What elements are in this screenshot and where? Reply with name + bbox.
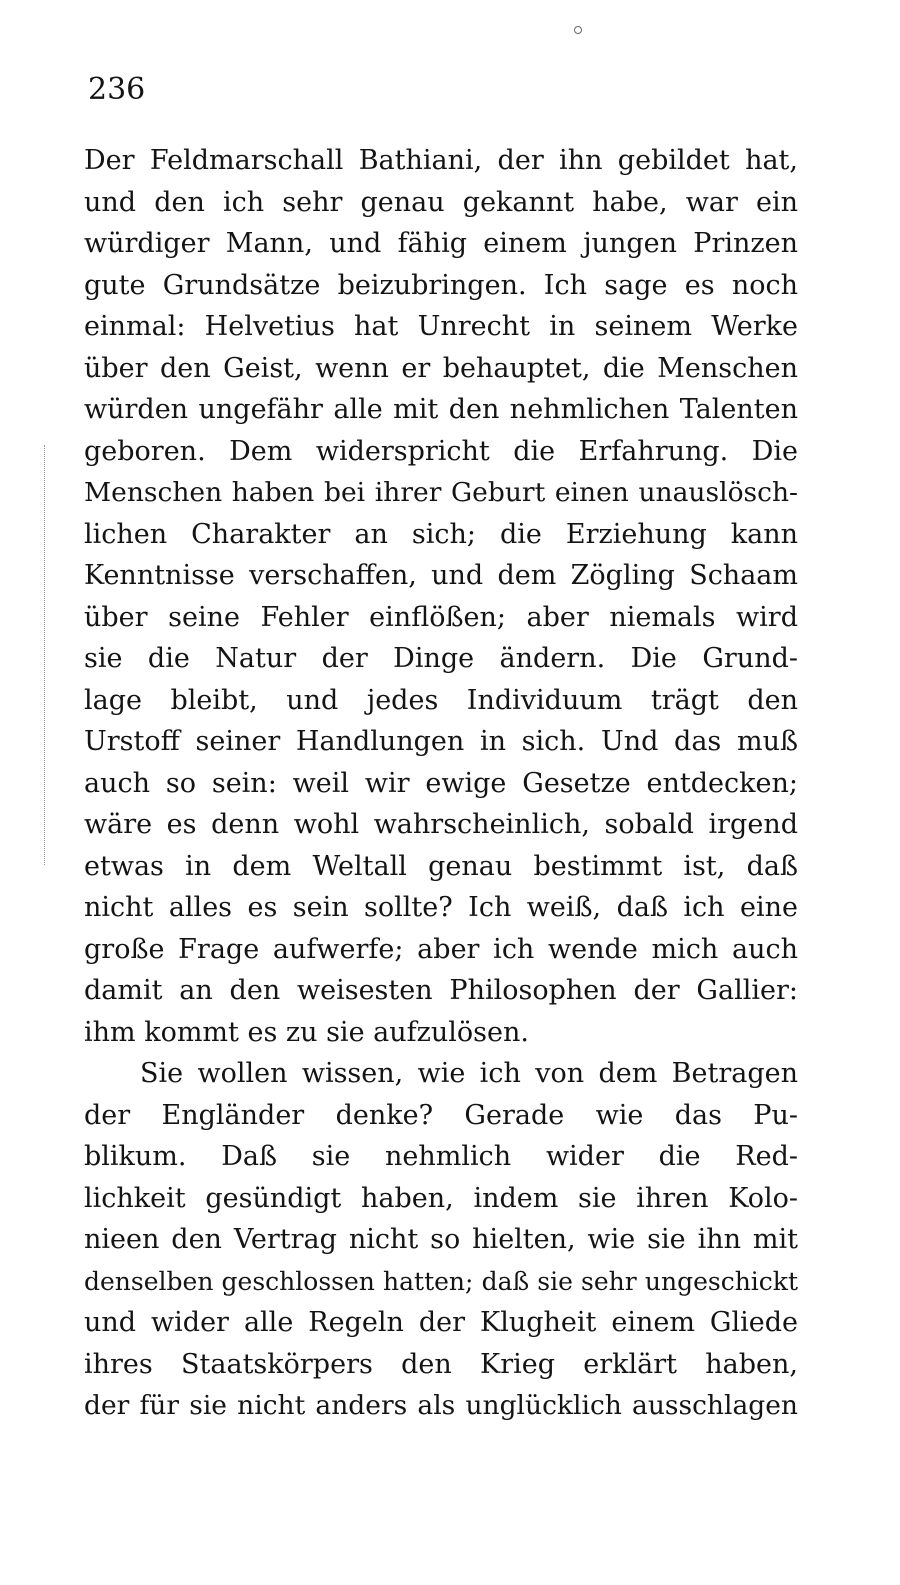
ink-speck-mark: [574, 26, 582, 34]
text-line: Urstoff seiner Handlungen in sich. Und das muß: [84, 726, 798, 757]
text-line: lichkeit gesündigt haben, indem sie ihren Kolo-: [84, 1182, 798, 1214]
text-line: Kenntnisse verschaffen, und dem Zögling Schaam: [84, 560, 798, 591]
text-line: lage bleibt, und jedes Individuum trägt den: [84, 684, 798, 716]
text-line: Sie wollen wissen, wie ich von dem Betragen: [140, 1058, 798, 1089]
margin-mark: [44, 445, 55, 865]
text-line: gute Grundsätze beizubringen. Ich sage es noch: [84, 269, 798, 301]
page-number: 236: [88, 72, 146, 107]
text-line: geboren. Dem widerspricht die Erfahrung. Die: [84, 435, 798, 467]
text-line: etwas in dem Weltall genau bestimmt ist, daß: [84, 850, 798, 882]
text-line: sie die Natur der Dinge ändern. Die Grund-: [84, 643, 798, 674]
text-line: damit an den weisesten Philosophen der Gallier:: [84, 975, 798, 1006]
text-line: ihres Staatskörpers den Krieg erklärt haben,: [84, 1348, 798, 1380]
text-line: wäre es denn wohl wahrscheinlich, sobald irgend: [84, 809, 798, 840]
text-line: würdiger Mann, und fähig einem jungen Prinzen: [84, 228, 798, 259]
text-line: und wider alle Regeln der Klugheit einem Gliede: [84, 1307, 798, 1338]
text-line: Der Feldmarschall Bathiani, der ihn gebildet hat,: [84, 145, 798, 176]
text-line: auch so sein: weil wir ewige Gesetze entdecken;: [84, 767, 798, 799]
text-line: über seine Fehler einflößen; aber niemals wird: [84, 601, 798, 633]
text-line: und den ich sehr genau gekannt habe, war ein: [84, 186, 798, 218]
text-line: große Frage aufwerfe; aber ich wende mich auch: [84, 933, 798, 965]
text-line: nieen den Vertrag nicht so hielten, wie sie ihn mit: [84, 1224, 798, 1255]
text-line: denselben geschlossen hatten; daß sie sehr ungeschickt: [84, 1266, 798, 1296]
text-line: blikum. Daß sie nehmlich wider die Red-: [84, 1141, 798, 1172]
text-line: lichen Charakter an sich; die Erziehung kann: [84, 518, 798, 550]
text-line: der Engländer denke? Gerade wie das Pu-: [84, 1099, 798, 1131]
text-line: über den Geist, wenn er behauptet, die Menschen: [84, 352, 798, 384]
text-line: nicht alles es sein sollte? Ich weiß, daß ich eine: [84, 892, 798, 923]
text-line: der für sie nicht anders als unglücklich ausschlagen: [84, 1390, 798, 1421]
text-line: ihm kommt es zu sie aufzulösen.: [84, 1016, 529, 1048]
paragraph-2: [84, 1053, 798, 1427]
paragraph-1: [84, 140, 798, 1053]
text-line: Menschen haben bei ihrer Geburt einen unauslösch-: [84, 477, 798, 508]
text-line: einmal: Helvetius hat Unrecht in seinem Werke: [84, 311, 798, 342]
text-line: würden ungefähr alle mit den nehmlichen Talenten: [84, 394, 798, 425]
body-text: [84, 140, 798, 1427]
